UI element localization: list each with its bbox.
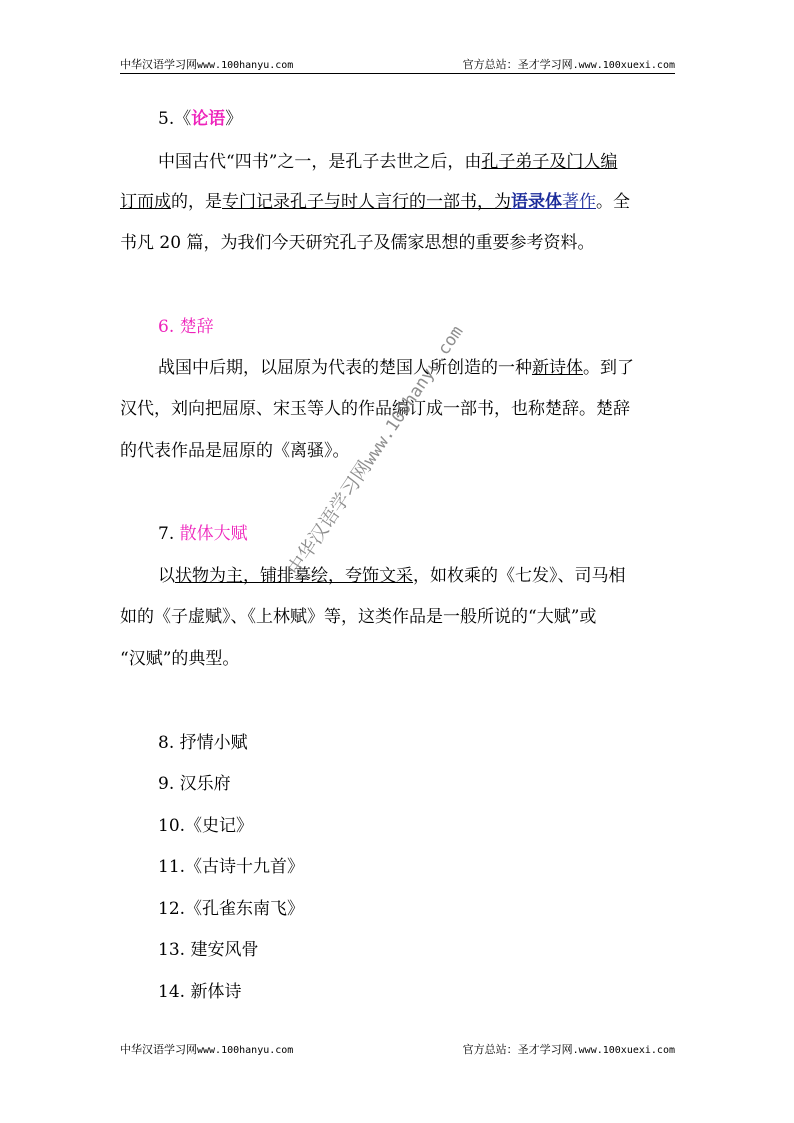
list-item: 11.《古诗十九首》 <box>158 857 305 877</box>
keyword-text: 著作 <box>562 192 596 212</box>
chuci-paragraph-line-3: 的代表作品是屈原的《离骚》。 <box>120 441 350 461</box>
section-lunyu-heading <box>158 108 718 130</box>
lunyu-paragraph-line-1 <box>158 151 718 173</box>
title-bracket-close: 》 <box>225 109 243 129</box>
underlined-text: 状物为主，铺排摹绘，夸饰文采 <box>175 566 413 586</box>
section-title-chuci: 6. 楚辞 <box>158 317 214 337</box>
section-title-dafu: 散体大赋 <box>179 524 248 544</box>
text-run: ，如枚乘的《七发》、司马相 <box>413 566 626 586</box>
underlined-text: 专门记录孔子与时人言行的一部书，为 <box>222 192 511 212</box>
lunyu-paragraph-line-3: 书凡 20 篇，为我们今天研究孔子及儒家思想的重要参考资料。 <box>120 233 595 253</box>
watermark-url: www.100hanyu.com <box>359 322 468 470</box>
list-item: 12.《孔雀东南飞》 <box>158 899 305 919</box>
section-number: 5. <box>158 109 175 129</box>
dafu-paragraph-line-3: “汉赋”的典型。 <box>120 649 240 669</box>
page-footer <box>120 1042 675 1058</box>
dafu-paragraph-line-2: 如的《子虚赋》、《上林赋》等，这类作品是一般所说的“大赋”或 <box>120 607 597 627</box>
section-title-lunyu: 论语 <box>191 109 226 129</box>
list-item: 10.《史记》 <box>158 816 254 836</box>
underlined-text: 孔子弟子及门人编 <box>481 152 618 172</box>
keyword-text: 语录体 <box>511 192 562 212</box>
header-official-url: .www.100xuexi.com <box>572 60 675 71</box>
text-run: 以 <box>158 566 175 586</box>
list-item: 13. 建安风骨 <box>158 940 259 960</box>
footer-site[interactable] <box>120 1042 293 1059</box>
underlined-text: 新诗体 <box>532 358 583 378</box>
title-bracket-open: 《 <box>174 109 192 129</box>
header-site[interactable] <box>120 57 293 74</box>
footer-official[interactable] <box>463 1042 675 1059</box>
page-header <box>120 57 675 74</box>
footer-site-url: www.100hanyu.com <box>197 1045 294 1056</box>
section-dafu-heading <box>158 523 718 545</box>
footer-site-cn: 中华汉语学习网 <box>120 1043 197 1056</box>
list-item: 9. 汉乐府 <box>158 774 231 794</box>
text-run: 。全 <box>596 192 630 212</box>
text-run: 。到了 <box>583 358 634 378</box>
lunyu-paragraph-line-2 <box>120 191 680 213</box>
footer-official-url: .www.100xuexi.com <box>572 1045 675 1056</box>
text-run: 战国中后期，以屈原为代表的楚国人所创造的一种 <box>158 358 532 378</box>
underlined-text: 订而成 <box>120 192 171 212</box>
header-official[interactable] <box>463 57 675 74</box>
text-run: 的，是 <box>171 192 222 212</box>
list-item: 14. 新体诗 <box>158 982 242 1002</box>
section-number: 7. <box>158 524 175 544</box>
dafu-paragraph-line-1 <box>158 565 718 587</box>
watermark-cn: 中华汉语学习网 <box>283 456 376 580</box>
footer-official-label: 官方总站：圣才学习网 <box>462 1043 573 1056</box>
chuci-paragraph-line-2: 汉代，刘向把屈原、宋玉等人的作品编订成一部书，也称楚辞。楚辞 <box>120 399 630 419</box>
header-site-url: www.100hanyu.com <box>197 60 294 71</box>
header-official-label: 官方总站：圣才学习网 <box>462 58 573 71</box>
header-site-cn: 中华汉语学习网 <box>120 58 197 71</box>
text-run: 中国古代“四书”之一，是孔子去世之后，由 <box>158 152 482 172</box>
list-item: 8. 抒情小赋 <box>158 733 248 753</box>
